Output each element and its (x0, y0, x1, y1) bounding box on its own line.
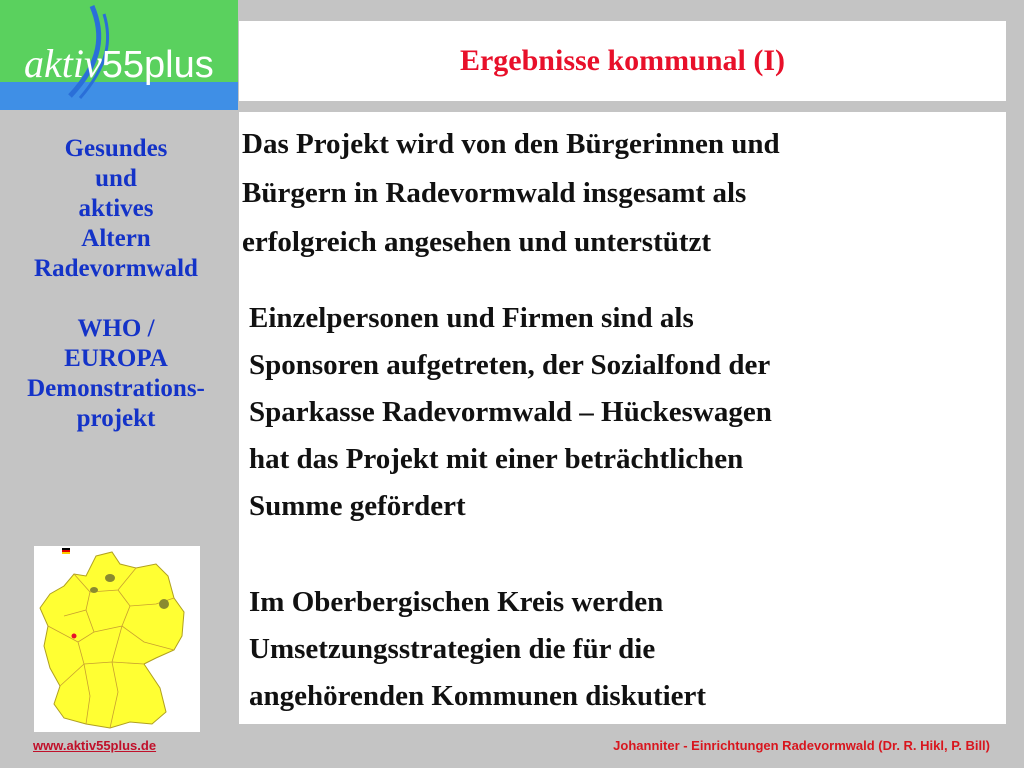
sidebar (0, 134, 232, 434)
paragraph-line: Umsetzungsstrategien die für die (249, 633, 656, 665)
paragraph-line: Das Projekt wird von den Bürgerinnen und (242, 128, 780, 160)
paragraph-line: Sparkasse Radevormwald – Hückeswagen (249, 396, 772, 428)
paragraph-line: Summe gefördert (249, 490, 466, 522)
paragraph-line: Einzelpersonen und Firmen sind als (249, 302, 694, 334)
logo-text-55plus: 55plus (101, 44, 214, 86)
paragraph-2 (249, 295, 772, 530)
content-panel (239, 112, 1006, 724)
sidebar-spacer (0, 284, 232, 314)
sidebar-line: projekt (76, 405, 156, 432)
sidebar-line: Demonstrations- (27, 375, 205, 402)
footer-credit: Johanniter - Einrichtungen Radevormwald (Dr. R. Hikl, P. Bill) (613, 738, 990, 753)
paragraph-line: erfolgreich angesehen und unterstützt (242, 226, 712, 258)
sidebar-line: und (95, 165, 137, 192)
sidebar-line: Altern (81, 225, 151, 252)
germany-map (34, 546, 200, 732)
paragraph-1 (242, 120, 780, 267)
logo (0, 0, 238, 110)
sidebar-line: Gesundes (64, 135, 168, 162)
paragraph-line: Sponsoren aufgetreten, der Sozialfond der (249, 349, 771, 381)
paragraph-line: angehörenden Kommunen diskutiert (249, 680, 707, 712)
paragraph-line: Bürgern in Radevormwald insgesamt als (242, 177, 747, 209)
logo-text-aktiv: aktiv (24, 41, 102, 86)
paragraph-line: Im Oberbergischen Kreis werden (249, 586, 664, 618)
paragraph-line: hat das Projekt mit einer beträchtlichen (249, 443, 744, 475)
website-link[interactable]: www.aktiv55plus.de (33, 738, 157, 753)
germany-map-icon (34, 546, 200, 732)
sidebar-line: aktives (78, 195, 154, 222)
sidebar-line: EUROPA (64, 345, 168, 372)
sidebar-line: WHO / (77, 315, 155, 342)
sidebar-line: Radevormwald (34, 255, 198, 282)
paragraph-3 (249, 579, 706, 720)
logo-text (24, 40, 214, 87)
page-title: Ergebnisse kommunal (I) (459, 44, 786, 77)
title-bar (239, 21, 1006, 101)
